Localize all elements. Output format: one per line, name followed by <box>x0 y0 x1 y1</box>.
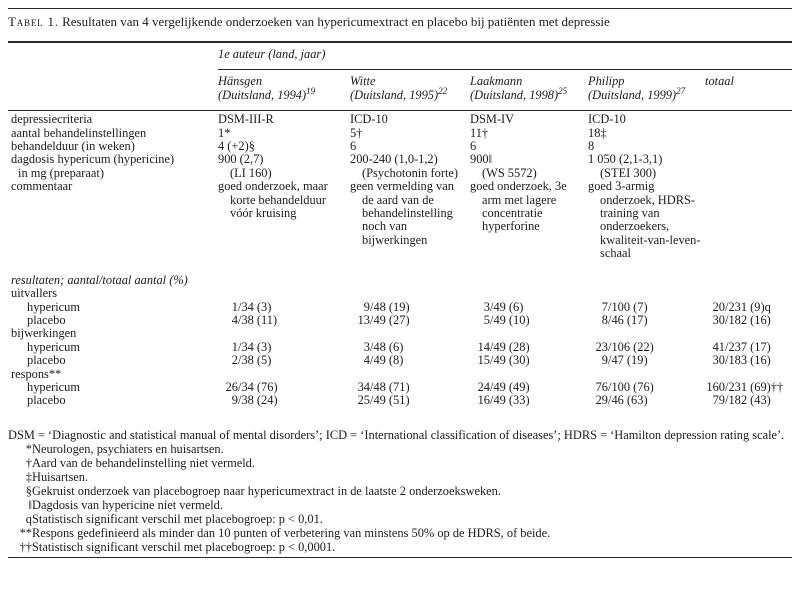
fraction-rest: /49 (33) <box>490 393 530 408</box>
fraction-rest: /47 (19) <box>608 353 648 368</box>
fraction-numerator: 41 <box>712 339 725 354</box>
fraction-numerator: 16 <box>477 393 490 408</box>
results-row-label: placebo <box>27 353 66 368</box>
fraction-numerator: 30 <box>712 312 725 327</box>
footnote: ‡Huisartsen. <box>8 470 792 484</box>
fraction-numerator: 30 <box>712 353 725 368</box>
column-header: Philipp (Duitsland, 1999)$^{27}$ <box>588 70 705 111</box>
cell: ICD-10 <box>350 112 388 127</box>
fraction-rest: /38 (11) <box>238 312 278 327</box>
fraction-rest: /49 (51) <box>370 393 410 408</box>
value-cell <box>470 314 588 327</box>
footnote-marker: q <box>25 511 32 526</box>
fraction-numerator: 20 <box>712 299 725 314</box>
row-label: commentaar <box>11 179 73 194</box>
fraction-numerator: 25 <box>357 393 370 408</box>
cell: 18‡ <box>588 125 607 140</box>
results-group-row <box>8 368 792 381</box>
cell <box>705 140 792 153</box>
footnote-marker: †† <box>19 539 32 554</box>
value-cell <box>350 314 470 327</box>
fraction-numerator: 34 <box>357 379 370 394</box>
fraction-rest: /38 (24) <box>238 393 278 408</box>
fraction-rest: /48 (6) <box>370 339 404 354</box>
cell-line2: (LI 160) <box>230 165 272 180</box>
footnote-marker: ‡ <box>25 469 32 484</box>
value-cell <box>350 341 470 354</box>
value-cell <box>705 341 792 354</box>
fraction-numerator: 14 <box>477 339 490 354</box>
footnote: ††Statistisch significant verschil met placebogroep: p < 0,0001. <box>8 540 792 554</box>
fraction-numerator: 160 <box>706 379 725 394</box>
row-label: behandelduur (in weken) <box>11 139 135 154</box>
table-row <box>8 153 792 180</box>
value-cell <box>470 301 588 314</box>
value-cell <box>470 381 588 394</box>
results-group-row <box>8 287 792 300</box>
footnote-marker: § <box>25 483 32 498</box>
cell <box>705 180 792 260</box>
bottom-rule <box>8 557 792 558</box>
fraction-rest: /100 (7) <box>608 299 648 314</box>
value-cell <box>588 341 705 354</box>
cell: 900 (2,7) (LI 160) <box>218 153 350 180</box>
table-title <box>8 9 792 41</box>
value-cell <box>218 341 350 354</box>
footnotes <box>8 428 792 554</box>
value-cell <box>218 301 350 314</box>
fraction-rest: /38 (5) <box>238 353 272 368</box>
footnote-marker: * <box>25 441 32 456</box>
results-data-row <box>8 341 792 354</box>
value-cell <box>705 381 792 394</box>
table-row <box>8 140 792 153</box>
fraction-rest: /49 (27) <box>370 312 410 327</box>
fraction-rest: /49 (8) <box>370 353 404 368</box>
results-group-label: uitvallers <box>11 286 58 301</box>
fraction-rest: /231 (69)†† <box>725 379 784 394</box>
cell: 11† <box>470 125 489 140</box>
value-cell <box>705 314 792 327</box>
results-data-row <box>8 381 792 394</box>
citation-ref: 22 <box>438 85 448 96</box>
table-body <box>8 111 792 408</box>
results-data-row <box>8 301 792 314</box>
fraction-numerator: 1 <box>231 299 238 314</box>
results-data-row <box>8 354 792 367</box>
fraction-numerator: 76 <box>595 379 608 394</box>
value-cell <box>705 301 792 314</box>
cell: geen vermelding van de aard van de behandelinstelling noch van bijwerkingen <box>350 179 454 247</box>
column-header: Laakmann (Duitsland, 1998)$^{25}$ <box>470 70 588 111</box>
row-label: aantal behandelinstellingen <box>11 125 147 140</box>
cell: DSM-III-R <box>218 112 274 127</box>
cell: 200-240 (1,0-1,2) (Psychotonin forte) <box>350 153 470 180</box>
value-cell <box>470 341 588 354</box>
footnote: ‖Dagdosis van hypericine niet vermeld. <box>8 498 792 512</box>
fraction-rest: /100 (76) <box>608 379 654 394</box>
fraction-rest: /34 (3) <box>238 339 272 354</box>
fraction-rest: /231 (9)q <box>725 299 771 314</box>
fraction-rest: /49 (49) <box>490 379 530 394</box>
results-group-row <box>8 327 792 340</box>
article-table-page <box>8 8 792 558</box>
cell: 5† <box>350 125 363 140</box>
value-cell <box>350 354 470 367</box>
footnote-marker: ** <box>19 525 32 540</box>
value-cell <box>588 381 705 394</box>
fraction-numerator: 26 <box>225 379 238 394</box>
fraction-numerator: 24 <box>477 379 490 394</box>
citation-ref: 27 <box>676 85 686 96</box>
results-row-label: placebo <box>27 393 66 408</box>
value-cell <box>588 354 705 367</box>
value-cell <box>588 394 705 407</box>
cell <box>705 111 792 127</box>
cell-line2: (Psychotonin forte) <box>362 165 459 180</box>
table-title-text: Resultaten van 4 vergelijkende onderzoeken van hypericumextract en placebo bij patiënten met depressie <box>62 14 610 29</box>
cell-line2: (STEI 300) <box>600 165 657 180</box>
value-cell <box>218 314 350 327</box>
column-header: Witte (Duitsland, 1995)$^{22}$ <box>350 70 470 111</box>
cell: goed 3-armig onderzoek, HDRS-training van onderzoekers, kwaliteit-van-leven-schaal <box>588 179 701 261</box>
value-cell <box>470 394 588 407</box>
fraction-rest: /49 (30) <box>490 353 530 368</box>
cell: 8 <box>588 139 595 154</box>
value-cell <box>218 394 350 407</box>
fraction-numerator: 3 <box>363 339 370 354</box>
row-label: depressiecriteria <box>11 112 93 127</box>
fraction-numerator: 5 <box>483 312 490 327</box>
value-cell <box>588 314 705 327</box>
value-cell <box>218 381 350 394</box>
fraction-numerator: 8 <box>601 312 608 327</box>
fraction-rest: /34 (3) <box>238 299 272 314</box>
fraction-rest: /106 (22) <box>608 339 654 354</box>
results-data-row <box>8 314 792 327</box>
fraction-rest: /237 (17) <box>725 339 771 354</box>
results-row-label: placebo <box>27 312 66 327</box>
footnote: **Respons gedefinieerd als minder dan 10 punten of verbetering van minstens 50% op de HDRS, of beide. <box>8 526 792 540</box>
fraction-rest: /182 (43) <box>725 393 771 408</box>
fraction-numerator: 79 <box>712 393 725 408</box>
group-header-spacer <box>8 42 218 70</box>
fraction-numerator: 13 <box>357 312 370 327</box>
results-data-row <box>8 394 792 407</box>
footnote: DSM = ‘Diagnostic and statistical manual of mental disorders’; ICD = ‘International classification of diseases’; HDRS = ‘Hamilton depression rating scale’. <box>8 427 785 442</box>
author-header-row <box>8 70 792 111</box>
fraction-numerator: 3 <box>483 299 490 314</box>
footnote: *Neurologen, psychiaters en huisartsen. <box>8 442 792 456</box>
study-table <box>8 41 792 408</box>
value-cell <box>470 354 588 367</box>
cell-line2: (WS 5572) <box>482 165 537 180</box>
value-cell <box>350 301 470 314</box>
table-row <box>8 111 792 127</box>
cell: goed onderzoek, 3e arm met lagere concentratie hyperforine <box>470 179 567 234</box>
fraction-numerator: 15 <box>477 353 490 368</box>
cell: 900‖ (WS 5572) <box>470 153 588 180</box>
cell: 4 (+2)§ <box>218 139 255 154</box>
value-cell <box>588 301 705 314</box>
cell <box>705 127 792 140</box>
fraction-numerator: 9 <box>231 393 238 408</box>
fraction-rest: /48 (19) <box>370 299 410 314</box>
footnote-marker: † <box>25 455 32 470</box>
results-header-row <box>8 261 792 287</box>
value-cell <box>350 381 470 394</box>
fraction-numerator: 29 <box>595 393 608 408</box>
fraction-rest: /183 (16) <box>725 353 771 368</box>
fraction-rest: /49 (6) <box>490 299 524 314</box>
results-row-label: hypericum <box>27 299 80 314</box>
fraction-rest: /49 (10) <box>490 312 530 327</box>
results-row-label: hypericum <box>27 379 80 394</box>
fraction-numerator: 23 <box>595 339 608 354</box>
author-header-spacer <box>8 70 218 111</box>
fraction-rest: /49 (28) <box>490 339 530 354</box>
cell: 1 050 (2,1-3,1) (STEI 300) <box>588 153 705 180</box>
column-header: totaal <box>705 70 792 111</box>
fraction-rest: /34 (76) <box>238 379 278 394</box>
table-title-label: Tabel 1. <box>8 14 59 29</box>
cell: DSM-IV <box>470 112 515 127</box>
cell: goed onderzoek, maar korte behandelduur vóór kruising <box>218 179 328 221</box>
fraction-numerator: 4 <box>363 353 370 368</box>
column-header: Hänsgen (Duitsland, 1994)$^{19}$ <box>218 70 350 111</box>
cell: ICD-10 <box>588 112 626 127</box>
results-group-label: bijwerkingen <box>11 326 77 341</box>
fraction-numerator: 9 <box>601 353 608 368</box>
fraction-rest: /48 (71) <box>370 379 410 394</box>
value-cell <box>705 354 792 367</box>
citation-ref: 19 <box>306 85 316 96</box>
row-label-line2: in mg (preparaat) <box>18 165 105 180</box>
row-label: dagdosis hypericum (hypericine) in mg (preparaat) <box>8 153 218 180</box>
cell: 6 <box>350 139 357 154</box>
fraction-rest: /46 (63) <box>608 393 648 408</box>
value-cell <box>350 394 470 407</box>
value-cell <box>705 394 792 407</box>
fraction-rest: /182 (16) <box>725 312 771 327</box>
cell: 6 <box>470 139 477 154</box>
cell: 1* <box>218 125 231 140</box>
fraction-numerator: 1 <box>231 339 238 354</box>
table-row <box>8 180 792 260</box>
footnote-marker: ‖ <box>28 497 32 512</box>
citation-ref: 25 <box>558 85 568 96</box>
group-header: 1e auteur (land, jaar) <box>218 42 792 70</box>
results-group-label: respons** <box>11 366 62 381</box>
group-header-row <box>8 42 792 70</box>
fraction-numerator: 9 <box>363 299 370 314</box>
cell <box>705 153 792 180</box>
results-row-label: hypericum <box>27 339 80 354</box>
table-row <box>8 127 792 140</box>
footnote: †Aard van de behandelinstelling niet vermeld. <box>8 456 792 470</box>
results-header: resultaten; aantal/totaal aantal (%) <box>11 272 188 287</box>
fraction-numerator: 4 <box>231 312 238 327</box>
footnote: §Gekruist onderzoek van placebogroep naar hypericumextract in de laatste 2 onderzoeksweken. <box>8 484 792 498</box>
footnote: qStatistisch significant verschil met placebogroep: p < 0,01. <box>8 512 792 526</box>
fraction-numerator: 2 <box>231 353 238 368</box>
value-cell <box>218 354 350 367</box>
fraction-rest: /46 (17) <box>608 312 648 327</box>
fraction-numerator: 7 <box>601 299 608 314</box>
